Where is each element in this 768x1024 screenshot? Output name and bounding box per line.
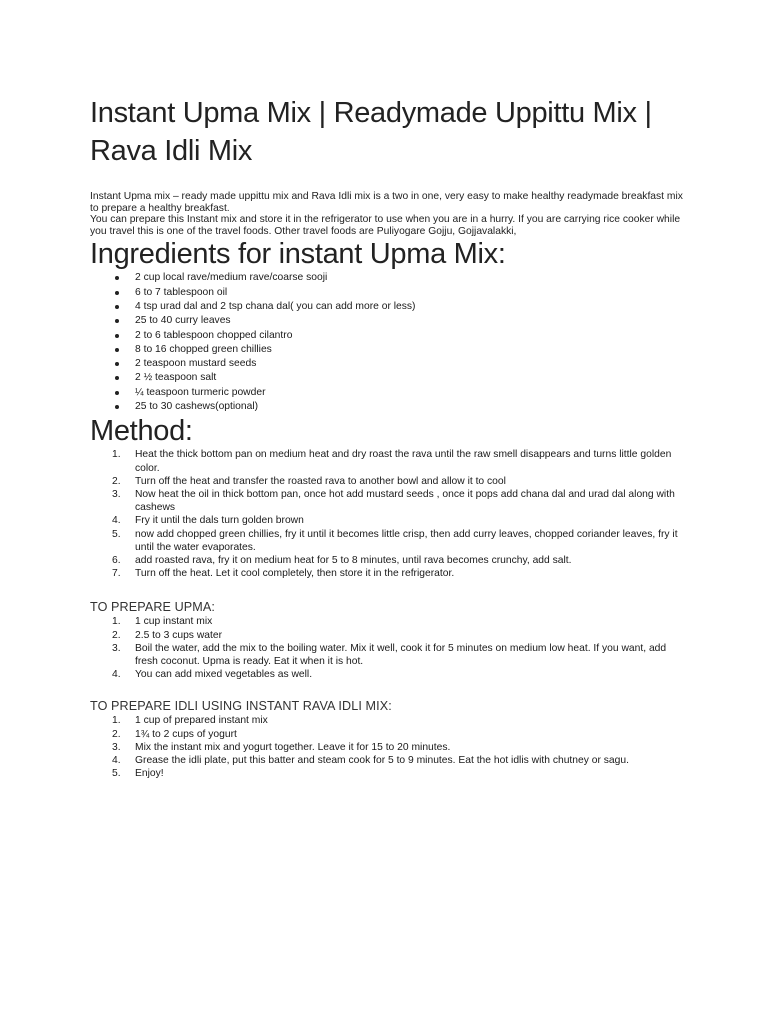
list-item: 2 to 6 tablespoon chopped cilantro (90, 329, 690, 343)
document-content (90, 94, 690, 780)
prepare-upma-heading: TO PREPARE UPMA: (90, 600, 215, 615)
method-steps (90, 448, 690, 580)
step-text: Turn off the heat. Let it cool completely, then store it in the refrigerator. (135, 568, 455, 580)
step-text: Now heat the oil in thick bottom pan, once hot add mustard seeds , once it pops add chana dal and urad dal along with cashews (135, 488, 675, 514)
step-number: 1. (112, 616, 121, 628)
step-number: 4. (112, 515, 121, 527)
step-text: 1 cup of prepared instant mix (135, 715, 268, 727)
step-text: 1 cup instant mix (135, 616, 213, 628)
list-item: 25 to 40 curry leaves (90, 314, 690, 328)
list-item (90, 629, 690, 642)
intro-paragraph: Instant Upma mix – ready made uppittu mix and Rava Idli mix is a two in one, very easy to make healthy readymade breakfast mix to prepare a healthy breakfast. (90, 191, 683, 214)
list-item: 8 to 16 chopped green chillies (90, 343, 690, 357)
list-item (90, 728, 690, 741)
step-number: 1. (112, 715, 121, 727)
step-text: Grease the idli plate, put this batter and steam cook for 5 to 9 minutes. Eat the hot idlis with chutney or sagu. (135, 755, 629, 766)
list-item: 6 to 7 tablespoon oil (90, 286, 690, 300)
step-text: 1¾ to 2 cups of yogurt (135, 728, 237, 740)
list-item: 2 ½ teaspoon salt (90, 371, 690, 385)
step-number: 2. (112, 629, 121, 641)
step-text: Turn off the heat and transfer the roasted rava to another bowl and allow it to cool (135, 475, 506, 487)
step-text: 2.5 to 3 cups water (135, 629, 223, 641)
page-title: Instant Upma Mix | Readymade Uppittu Mix | Rava Idli Mix (90, 97, 652, 167)
step-number: 4. (112, 755, 121, 766)
list-item (90, 668, 690, 681)
step-text: add roasted rava, fry it on medium heat for 5 to 8 minutes, until rava becomes crunchy, add salt. (135, 554, 572, 566)
step-number: 3. (112, 642, 121, 654)
step-text: Boil the water, add the mix to the boiling water. Mix it well, cook it for 5 minutes on medium low heat. If you want, add fresh coconut. Upma is ready. Eat it when it is hot. (135, 642, 667, 667)
intro-paragraph: You can prepare this Instant mix and store it in the refrigerator to use when you are in a hurry. If you are carrying rice cooker while you travel this is one of the travel foods. Other travel foods are Puliyogare Gojju, Gojjavalakki, (90, 214, 681, 237)
step-text: Enjoy! (135, 768, 164, 780)
step-number: 5. (112, 768, 121, 780)
intro-text (90, 191, 690, 237)
list-item (90, 767, 690, 780)
list-item: 2 teaspoon mustard seeds (90, 357, 690, 371)
step-number: 2. (112, 728, 121, 740)
prepare-idli-steps (90, 714, 690, 780)
step-text: Heat the thick bottom pan on medium heat and dry roast the rava until the raw smell disappears and turns little golden color. (135, 449, 672, 474)
step-number: 2. (112, 475, 121, 487)
list-item: 4 tsp urad dal and 2 tsp chana dal( you can add more or less) (90, 300, 690, 314)
prepare-upma-steps (90, 615, 690, 681)
step-text: You can add mixed vegetables as well. (135, 669, 313, 681)
list-item (90, 741, 690, 754)
method-heading: Method: (90, 415, 193, 448)
ingredients-list (90, 271, 690, 414)
list-item: 25 to 30 cashews(optional) (90, 400, 690, 414)
list-item (90, 448, 690, 474)
list-item (90, 642, 690, 668)
list-item (90, 615, 690, 628)
step-number: 4. (112, 669, 121, 681)
list-item: 2 cup local rave/medium rave/coarse sooji (90, 271, 690, 285)
step-number: 1. (112, 449, 121, 461)
list-item (90, 554, 690, 567)
step-text: Fry it until the dals turn golden brown (135, 515, 304, 527)
list-item (90, 475, 690, 488)
step-number: 6. (112, 554, 121, 566)
prepare-idli-heading: TO PREPARE IDLI USING INSTANT RAVA IDLI MIX: (90, 699, 392, 714)
step-text: Mix the instant mix and yogurt together. Leave it for 15 to 20 minutes. (135, 741, 451, 753)
ingredients-heading: Ingredients for instant Upma Mix: (90, 238, 506, 271)
list-item (90, 514, 690, 527)
list-item (90, 754, 690, 767)
list-item (90, 714, 690, 727)
list-item (90, 567, 690, 580)
step-text: now add chopped green chillies, fry it until it becomes little crisp, then add curry leaves, chopped coriander leaves, fry it until the water evaporates. (135, 528, 678, 553)
list-item (90, 488, 690, 514)
list-item (90, 528, 690, 554)
step-number: 7. (112, 568, 121, 580)
step-number: 3. (112, 488, 121, 500)
list-item: ¼ teaspoon turmeric powder (90, 386, 690, 400)
step-number: 3. (112, 741, 121, 753)
step-number: 5. (112, 528, 121, 540)
